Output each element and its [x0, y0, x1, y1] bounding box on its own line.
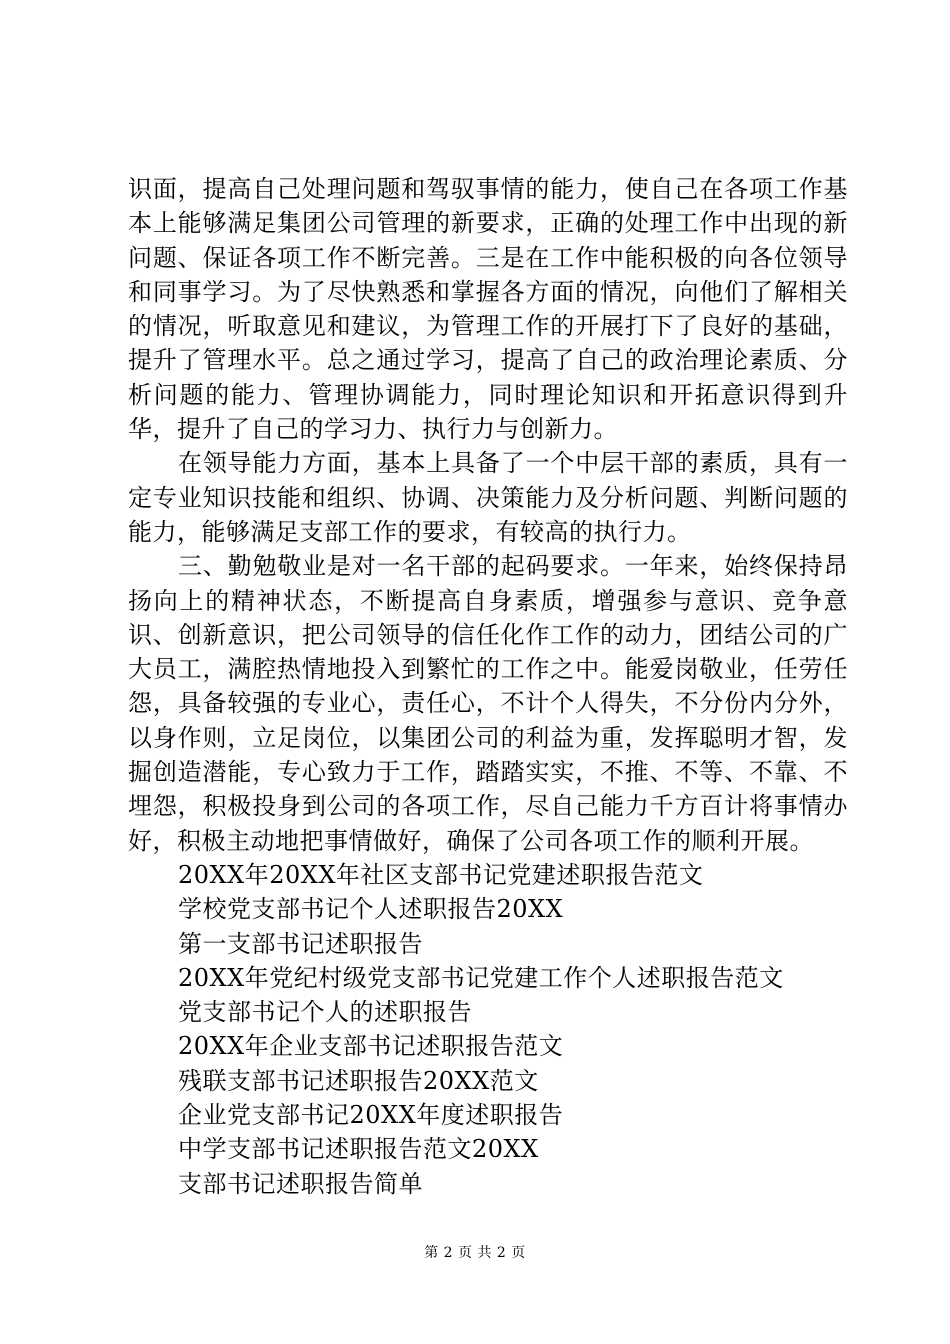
paragraph-leadership: 在领导能力方面，基本上具备了一个中层干部的素质，具有一定专业知识技能和组织、协调、决策能力及分析问题、判断问题的能力，能够满足支部工作的要求，有较高的执行力。 — [128, 449, 848, 546]
list-item[interactable]: 残联支部书记述职报告20XX范文 — [178, 1066, 539, 1095]
list-item[interactable]: 支部书记述职报告简单 — [178, 1169, 423, 1198]
related-articles-list — [128, 858, 848, 1201]
paragraph-continued: 识面，提高自己处理问题和驾驭事情的能力，使自己在各项工作基本上能够满足集团公司管理的新要求，正确的处理工作中出现的新问题、保证各项工作不断完善。三是在工作中能积极的向各位领导和同事学习。为了尽快熟悉和掌握各方面的情况，向他们了解相关的情况，听取意见和建议，为管理工作的开展打下了良好的基础，提升了管理水平。总之通过学习，提高了自己的政治理论素质、分析问题的能力、管理协调能力，同时理论知识和开拓意识得到升华，提升了自己的学习力、执行力与创新力。 — [128, 175, 848, 444]
list-item[interactable]: 20XX年企业支部书记述职报告范文 — [178, 1032, 564, 1061]
list-item[interactable]: 企业党支部书记20XX年度述职报告 — [178, 1101, 564, 1130]
list-item[interactable]: 学校党支部书记个人述职报告20XX — [178, 895, 564, 924]
list-item[interactable]: 党支部书记个人的述职报告 — [178, 998, 472, 1027]
list-item[interactable]: 20XX年党纪村级党支部书记党建工作个人述职报告范文 — [178, 963, 784, 992]
list-item[interactable]: 20XX年20XX年社区支部书记党建述职报告范文 — [178, 860, 704, 889]
list-item[interactable]: 第一支部书记述职报告 — [178, 929, 423, 958]
document-body — [128, 172, 848, 1201]
list-item[interactable]: 中学支部书记述职报告范文20XX — [178, 1135, 539, 1164]
page-footer: 第 2 页 共 2 页 — [424, 1245, 526, 1261]
paragraph-diligence: 三、勤勉敬业是对一名干部的起码要求。一年来，始终保持昂扬向上的精神状态，不断提高自身素质，增强参与意识、竞争意识、创新意识，把公司领导的信任化作工作的动力，团结公司的广大员工，满腔热情地投入到繁忙的工作之中。能爱岗敬业，任劳任怨，具备较强的专业心，责任心，不计个人得失，不分份内分外，以身作则，立足岗位，以集团公司的利益为重，发挥聪明才智，发掘创造潜能，专心致力于工作，踏踏实实，不推、不等、不靠、不埋怨，积极投身到公司的各项工作，尽自己能力千方百计将事情办好，积极主动地把事情做好，确保了公司各项工作的顺利开展。 — [128, 552, 848, 855]
